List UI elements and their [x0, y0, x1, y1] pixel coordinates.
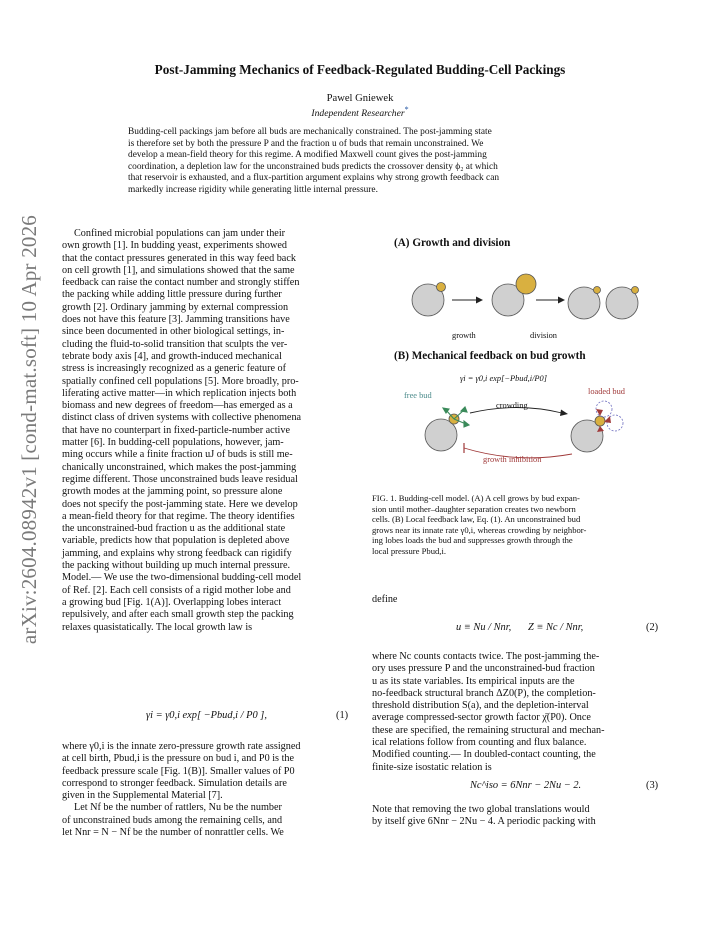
body-line: the packing without building up much internal pressure. [62, 560, 291, 572]
right-column-text [372, 651, 662, 774]
right-column-text-2 [372, 804, 662, 829]
body-line: regime different. Those unconstrained buds leave residual [62, 473, 298, 485]
affiliation-text: Independent Researcher [311, 108, 405, 120]
body-line: repulsively, and after each small growth step the packing [62, 609, 294, 621]
body-line: feedback pressure scale [Fig. 1(B)]. Smaller values of P0 [62, 765, 295, 777]
division-label: division [530, 331, 557, 340]
equation-2-number: (2) [646, 622, 659, 633]
body-line: cluding the fluid-to-solid transition that sculpts the ver- [62, 338, 288, 350]
body-line: correspond to stronger feedback. Simulation details are [62, 777, 287, 789]
body-line: distinct class of driven systems with collective phenomena [62, 412, 302, 424]
abstract-line: that reservoir is exhausted, and a flux-partition argument explains why strong growth feedback can [128, 173, 500, 184]
figure-1-panel-a [372, 262, 662, 352]
equation-1: γi = γ0,i exp[ −Pbud,i / P0 ], [146, 710, 267, 721]
body-line: where Nc counts contacts twice. The post-jamming the- [372, 651, 600, 662]
abstract-line: Budding-cell packings jam before all buds are mechanically constrained. The post-jamming state [128, 127, 492, 137]
left-column-text [62, 228, 352, 634]
loaded-bud [595, 416, 605, 426]
abstract-line: develop a mean-field theory for this regime. A modified Maxwell count gives the post-jamming [128, 150, 487, 161]
body-line: ming occurs while a finite fraction uJ of buds is still me- [62, 449, 293, 461]
caption-line: sion until mother–daughter separation creates two newborn [372, 503, 576, 514]
arxiv-identifier: arXiv:2604.08942v1 [cond-mat.soft] 10 Apr 2026 [17, 215, 41, 645]
equation-1-number: (1) [336, 710, 349, 721]
body-line: where γ0,i is the innate zero-pressure growth rate assigned [62, 741, 301, 752]
body-line: biomass and new degrees of freedom—has emerged as a [62, 400, 293, 412]
body-line: ory uses pressure P and the unconstrained-bud fraction [372, 663, 595, 675]
author-name: Pawel Gniewek [326, 93, 394, 104]
body-line: variable, predicts how that population is depleted above [62, 535, 290, 547]
free-bud-label: free bud [404, 391, 432, 400]
body-line: chanically unconstrained, which makes the post-jamming [62, 461, 297, 473]
body-line: Let Nf be the number of rattlers, Nu be the number [74, 802, 282, 814]
growth-inhibition-label: growth inhibition [483, 455, 542, 464]
body-line: own growth [1]. In budding yeast, experiments showed [62, 240, 287, 252]
body-line: of Ref. [2]. Each cell consists of a rigid mother lobe and [62, 584, 291, 596]
body-line: jamming, and explains why strong feedback can rigidify [62, 547, 292, 559]
equation-2-u: u ≡ Nu / Nnr, [456, 622, 512, 633]
body-line: u as its state variables. Its empirical inputs are the [372, 675, 575, 687]
crowding-label: crowding [496, 401, 528, 410]
body-line: Model.— We use the two-dimensional budding-cell model [62, 572, 302, 584]
daughter-bud-2 [632, 287, 639, 294]
body-line: Note that removing the two global translations would [372, 804, 590, 815]
daughter-bud-1 [594, 287, 601, 294]
paper-title: Post-Jamming Mechanics of Feedback-Regulated Budding-Cell Packings [154, 62, 566, 77]
body-line: does not have this feature [3]. Jamming transitions have [62, 314, 290, 326]
body-line: matter [6]. In budding-cell populations, however, jam- [62, 437, 284, 449]
abstract-line: coordination, a depletion law for the unconstrained buds predicts the crossover density ϕ₂ at which [128, 161, 498, 172]
body-line: tebrate body axis [4], and growth-induced mechanical [62, 350, 282, 362]
division-arrowhead [558, 297, 565, 304]
panel-b-title: (B) Mechanical feedback on bud growth [394, 350, 586, 362]
equation-3: Nc^iso = 6Nnr − 2Nu − 2. [470, 780, 582, 791]
loaded-bud-label: loaded bud [588, 387, 625, 396]
author-affiliation [0, 105, 720, 119]
caption-line: cells. (B) Local feedback law, Eq. (1). An unconstrained bud [372, 514, 581, 525]
affiliation-footnote-link[interactable]: * [404, 105, 409, 114]
caption-line: ing lobes loads the bud and suppresses growth through the [372, 535, 573, 546]
body-line: the packing while adding little pressure during further [62, 289, 282, 301]
body-line: spatially confined cell populations [5]. More broadly, pro- [62, 375, 299, 387]
body-line: does not specify the post-jamming state. Here we develop [62, 498, 298, 510]
caption-line: FIG. 1. Budding-cell model. (A) A cell grows by bud expan- [372, 493, 580, 503]
abstract-line: is therefore set by both the pressure P and the fraction u of buds that remain unconstrained. We [128, 138, 484, 149]
body-line: average compressed-sector growth factor χ̄(P0). Once [372, 712, 591, 724]
define-word: define [372, 594, 398, 605]
left-column-text-2 [62, 741, 352, 839]
body-line: of unconstrained buds among the remaining cells, and [62, 814, 283, 826]
body-line: a mean-field theory for that regime. The theory identifies [62, 510, 295, 522]
body-line: since been documented in other biological settings, in- [62, 326, 285, 338]
crowding-arrowhead [560, 410, 568, 417]
body-line: relaxes quasistatically. The local growth law is [62, 621, 253, 633]
body-line: growth modes at the jamming point, so pressure alone [62, 486, 283, 498]
body-line: let Nnr = N − Nf be the number of nonrattler cells. We [62, 827, 284, 839]
body-line: at cell birth, Pbud,i is the pressure on bud i, and P0 is the [62, 753, 295, 765]
figure-1-caption [372, 493, 662, 557]
body-line: liferating active matter—in which replication injects both [62, 387, 297, 399]
body-line: these are specified, the remaining structural and mechan- [372, 724, 605, 736]
neighbor-lobe-1 [596, 401, 612, 417]
abstract [128, 127, 592, 197]
body-line: Modified counting.— In doubled-contact counting, the [372, 749, 596, 761]
body-line: on cell growth [1], and simulations showed that the same [62, 264, 295, 276]
panel-a-title: (A) Growth and division [394, 237, 511, 249]
body-line: feedback can raise the contact number and strongly stiffen [62, 277, 300, 289]
body-line: stress is increasingly recognized as a generic feature of [62, 363, 287, 375]
body-line: that have no counterpart in fixed-particle-number active [62, 424, 290, 436]
growth-arrowhead [476, 297, 483, 304]
body-line: no-feedback structural branch ΔZ0(P), the completion- [372, 687, 596, 699]
body-line: given in the Supplemental Material [7]. [62, 790, 223, 802]
large-bud [516, 274, 536, 294]
body-line: ical relations follow from counting and flux balance. [372, 737, 587, 749]
body-line: a growing bud [Fig. 1(A)]. Overlapping lobes interact [62, 596, 282, 608]
body-line: by itself give 6Nnr − 2Nu − 4. A periodic packing with [372, 816, 596, 828]
equation-2-z: Z ≡ Nc / Nnr, [528, 622, 584, 633]
caption-line: local pressure Pbud,i. [372, 545, 446, 556]
body-line: the unconstrained-bud fraction u as the additional state [62, 523, 286, 535]
small-bud [437, 283, 446, 292]
equation-3-number: (3) [646, 780, 659, 791]
caption-line: grows near its innate rate γ0,i, whereas crowding by neighbor- [372, 524, 587, 535]
body-line: finite-size isostatic relation is [372, 761, 492, 773]
abstract-line: markedly increase rigidity while generating little internal pressure. [128, 184, 378, 195]
body-line: Confined microbial populations can jam under their [74, 228, 286, 239]
growth-label: growth [452, 331, 476, 340]
panel-b-equation: γi = γ0,i exp[−Pbud,i/P0] [460, 374, 547, 383]
body-line: growth [2]. Ordinary jamming by external compression [62, 301, 289, 313]
body-line: that the contact pressures generated in this way feed back [62, 252, 296, 264]
body-line: threshold distribution S(a), and the depletion-interval [372, 700, 589, 712]
